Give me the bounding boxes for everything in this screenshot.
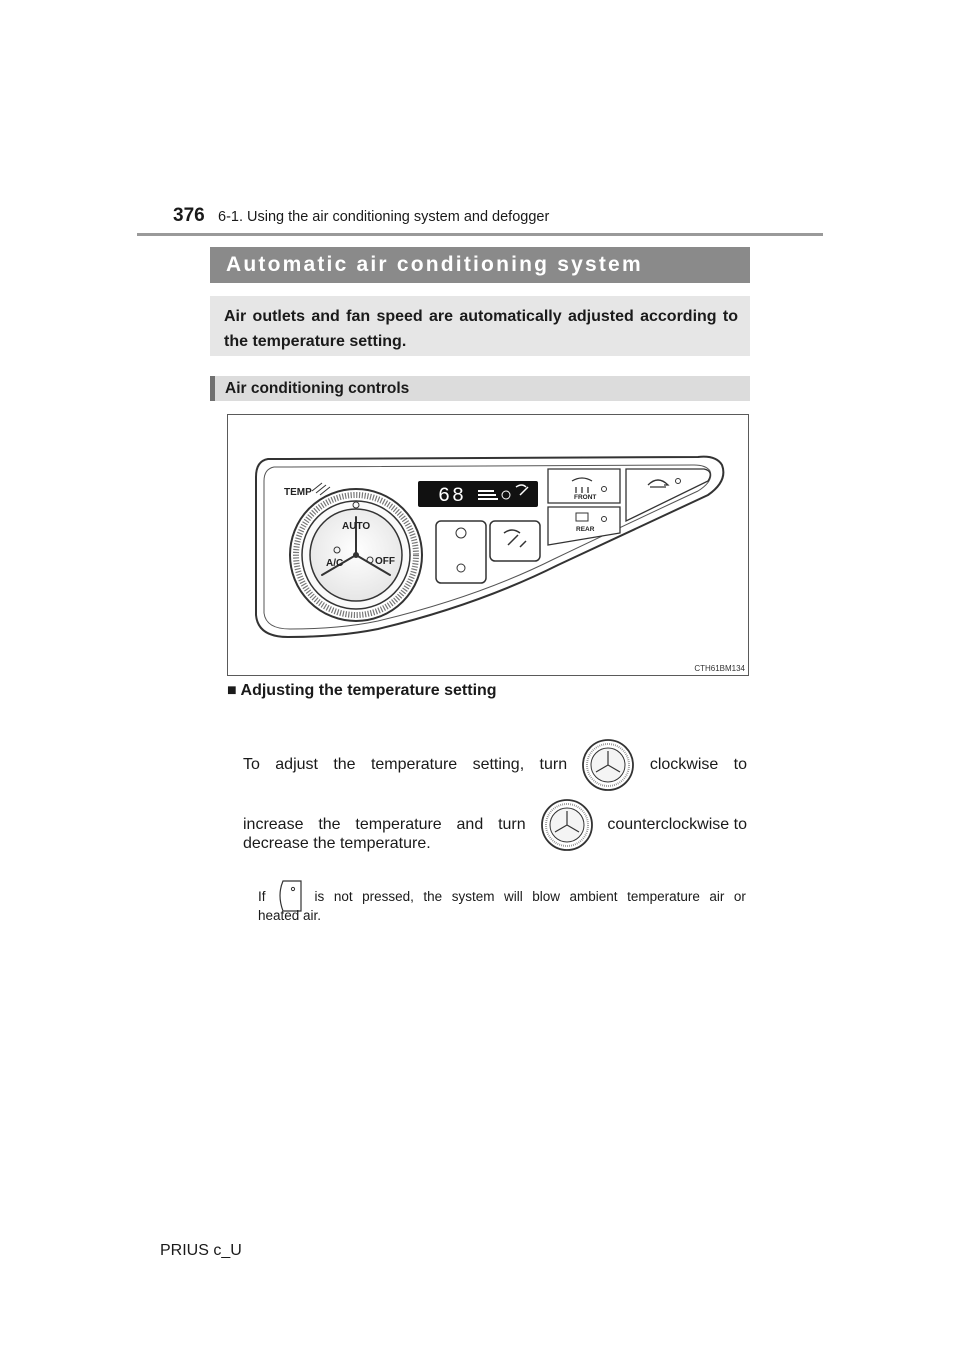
display-readout: 68 xyxy=(438,485,467,508)
word: or xyxy=(733,888,746,904)
page-title: Automatic air conditioning system xyxy=(210,247,750,283)
word: and xyxy=(456,816,484,833)
word: the xyxy=(333,756,356,773)
control-panel-figure xyxy=(227,414,749,676)
word: adjust xyxy=(275,756,318,773)
temperature-knob-large[interactable] xyxy=(290,489,422,621)
word: is xyxy=(314,888,325,904)
word: counterclockwise to xyxy=(607,816,747,833)
auto-label: AUTO xyxy=(342,521,371,532)
adjust-heading-text: Adjusting the temperature setting xyxy=(240,682,497,699)
front-defogger-button[interactable] xyxy=(548,469,620,503)
rear-label: REAR xyxy=(576,526,595,533)
word: temperature xyxy=(370,756,458,773)
word: the xyxy=(423,888,443,904)
word: temperature xyxy=(627,888,700,904)
temperature-knob-icon xyxy=(582,737,634,793)
footer-model: PRIUS c_U xyxy=(160,1242,242,1259)
word: the xyxy=(318,816,341,833)
intro-text: Air outlets and fan speed are automatically adjusted according to the temperature setting. xyxy=(210,296,750,356)
page-number: 376 xyxy=(173,205,205,226)
header-divider xyxy=(137,233,823,236)
word: clockwise xyxy=(649,756,719,773)
word: to xyxy=(733,756,747,773)
note-line-1 xyxy=(258,879,746,913)
bullet-square: ■ xyxy=(227,682,237,699)
temp-label: TEMP xyxy=(284,487,312,498)
rear-defogger-button[interactable] xyxy=(548,507,620,545)
word: turn xyxy=(539,756,568,773)
word: pressed, xyxy=(362,888,414,904)
subheading: Air conditioning controls xyxy=(210,376,750,401)
section-header: 6-1. Using the air conditioning system and defogger xyxy=(218,209,550,225)
word: ambient xyxy=(569,888,618,904)
instruction-line-3: decrease the temperature. xyxy=(243,835,431,852)
word: not xyxy=(333,888,353,904)
word: blow xyxy=(532,888,561,904)
word: air xyxy=(709,888,725,904)
word: setting, xyxy=(472,756,525,773)
off-label: OFF xyxy=(375,556,395,567)
note-line-2: heated air. xyxy=(258,908,322,923)
adjust-heading xyxy=(227,682,497,700)
fan-speed-button[interactable] xyxy=(436,521,486,583)
temp-mark-icon xyxy=(312,483,330,495)
word: increase xyxy=(243,816,304,833)
word: turn xyxy=(498,816,526,833)
control-panel-illustration xyxy=(228,415,748,675)
word: If xyxy=(258,888,266,904)
word: To xyxy=(243,756,260,773)
word: will xyxy=(503,888,523,904)
front-label: FRONT xyxy=(574,494,597,501)
word: system xyxy=(451,888,495,904)
figure-code: CTH61BM134 xyxy=(694,664,745,673)
instruction-line-1 xyxy=(243,737,747,793)
ac-label: A/C xyxy=(326,558,344,569)
word: temperature xyxy=(355,816,442,833)
airflow-mode-button[interactable] xyxy=(490,521,540,561)
temperature-knob-icon xyxy=(541,797,593,853)
